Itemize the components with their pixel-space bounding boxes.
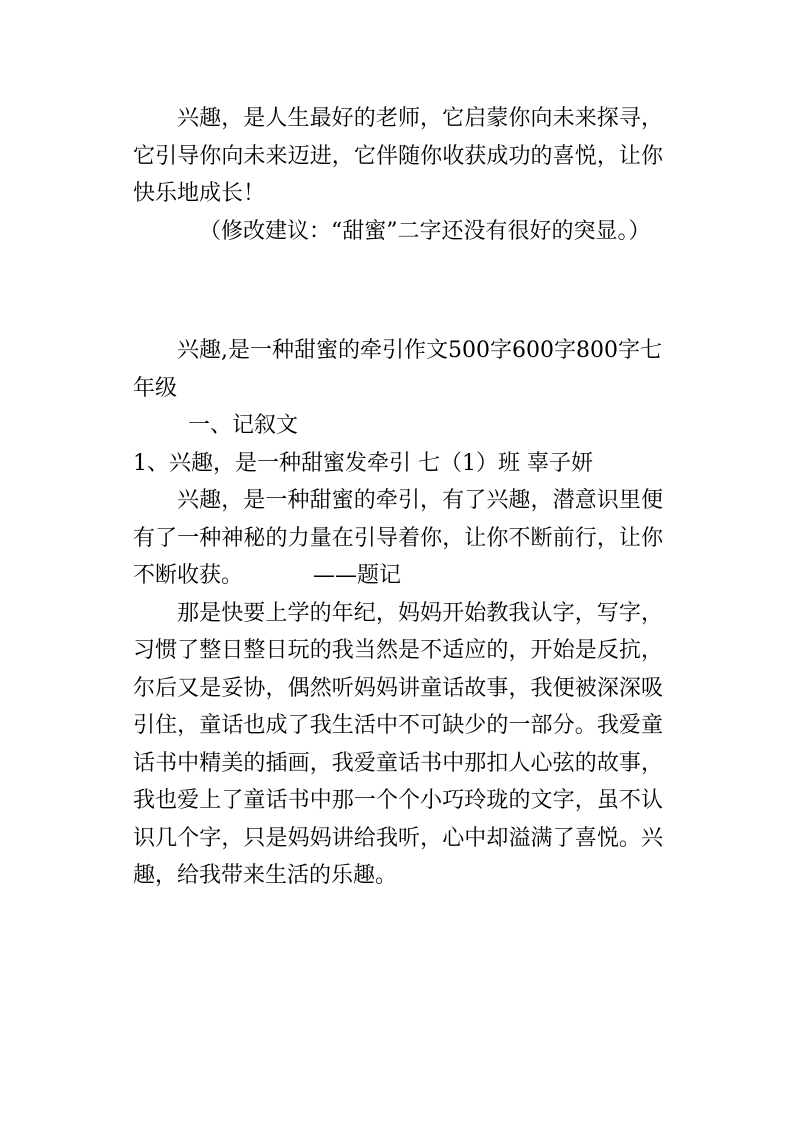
section-gap xyxy=(133,250,663,332)
epigraph-paragraph xyxy=(133,482,663,595)
epigraph-text: 兴趣，是一种甜蜜的牵引，有了兴趣，潜意识里便有了一种神秘的力量在引导着你，让你不断前行，让你不断收获。 xyxy=(133,488,663,588)
essay-heading: 1、兴趣，是一种甜蜜发牵引 七（1）班 辜子妍 xyxy=(133,450,593,476)
body-paragraph: 那是快要上学的年纪，妈妈开始教我认字，写字，习惯了整日整日玩的我当然是不适应的，开始是反抗，尔后又是妥协，偶然听妈妈讲童话故事，我便被深深吸引住，童话也成了我生活中不可缺少的一部分。我爱童话书中精美的插画，我爱童话书中那扣人心弦的故事，我也爱上了童话书中那一个个小巧玲珑的文字，虽不认识几个字，只是妈妈讲给我听，心中却溢满了喜悦。兴趣，给我带来生活的乐趣。 xyxy=(133,600,663,888)
epigraph-attribution: ——题记 xyxy=(313,563,402,588)
document-content xyxy=(133,100,663,895)
section-heading: 一、记叙文 xyxy=(188,413,299,438)
revision-note: （修改建议：“甜蜜”二字还没有很好的突显。） xyxy=(199,218,651,244)
essay-collection-title: 兴趣,是一种甜蜜的牵引作文500字600字800字七年级 xyxy=(133,338,662,401)
intro-paragraph: 兴趣，是人生最好的老师，它启蒙你向未来探寻，它引导你向未来迈进，它伴随你收获成功的喜悦，让你快乐地成长！ xyxy=(133,106,663,206)
